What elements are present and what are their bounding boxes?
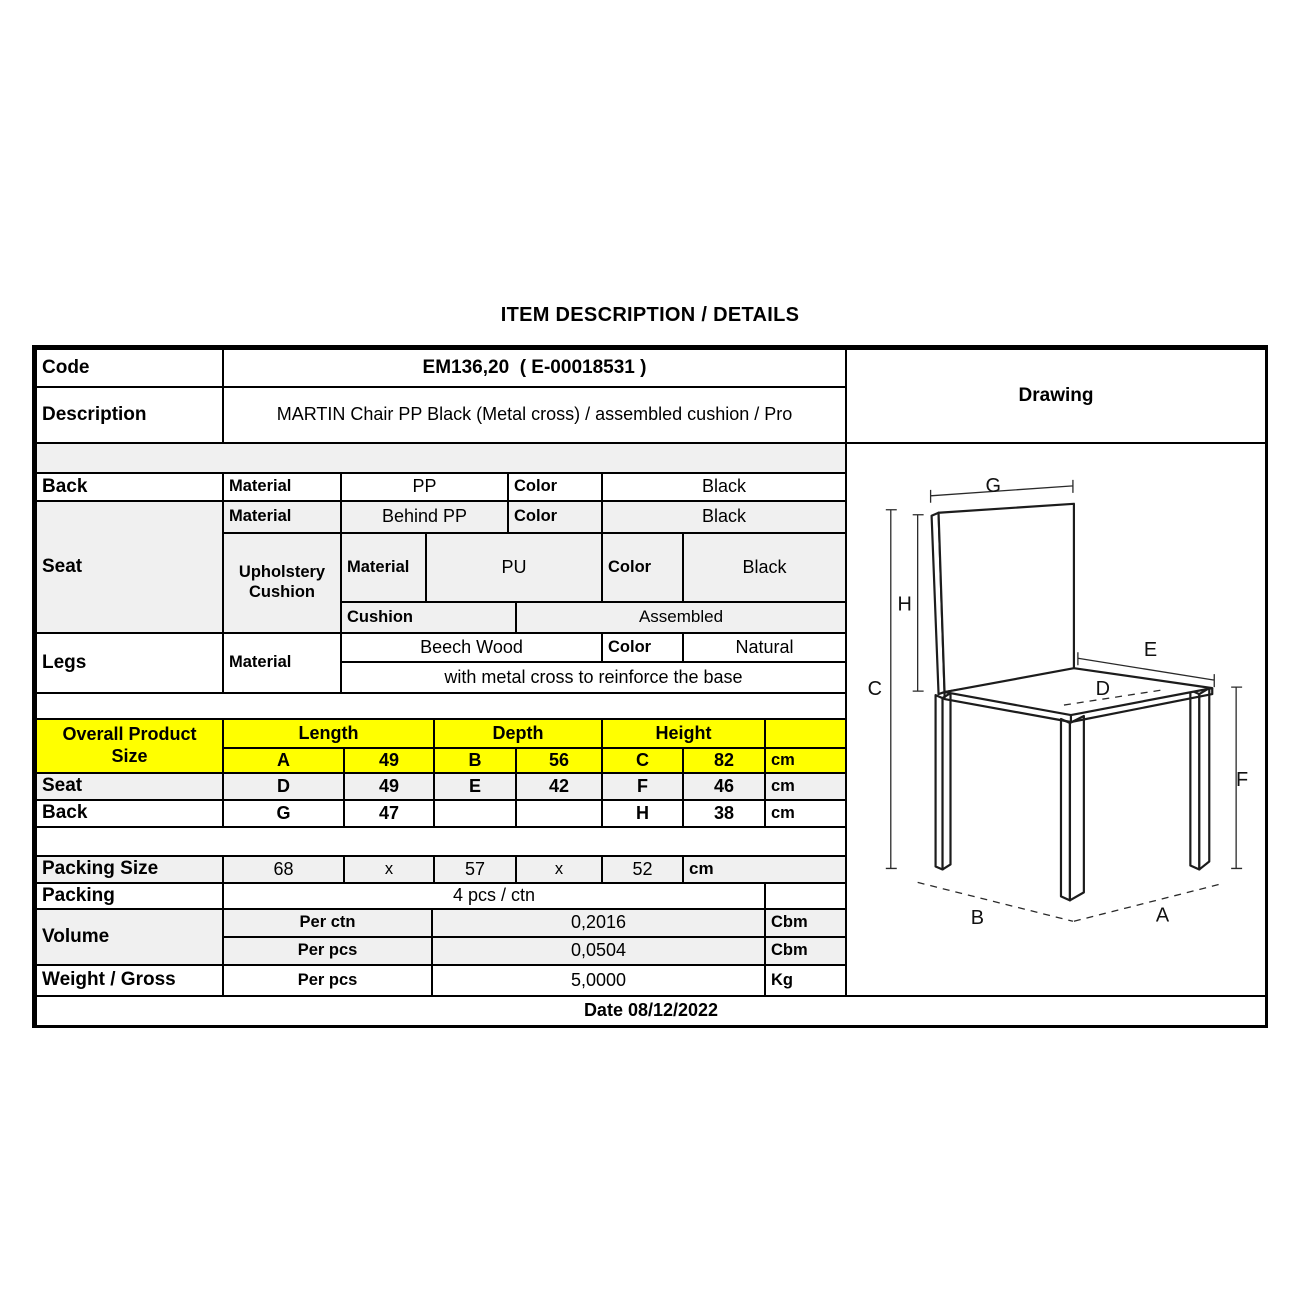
seat-height-value: 46 — [682, 772, 766, 801]
seat-label: Seat — [35, 500, 224, 634]
drawing-header: Drawing — [845, 348, 1267, 444]
legs-note: with metal cross to reinforce the base — [340, 661, 847, 694]
overall-depth-value: 56 — [515, 747, 603, 774]
back-depth-value-empty — [515, 799, 603, 828]
seat-color-value: Black — [601, 500, 847, 534]
chair-drawing — [847, 444, 1265, 995]
upholstery-label: Upholstery Cushion — [222, 532, 342, 634]
back-material-value: PP — [340, 472, 509, 502]
legs-color-value: Natural — [682, 632, 847, 663]
weight-unit: Kg — [764, 964, 847, 997]
chair-legs — [936, 688, 1210, 900]
dim-header-col: Overall Product Size — [35, 718, 224, 774]
dim-label-h: H — [897, 593, 912, 616]
weight-value: 5,0000 — [431, 964, 766, 997]
legs-color-label: Color — [601, 632, 684, 663]
upholstery-material-value: PU — [425, 532, 603, 603]
seat-length-key: D — [222, 772, 345, 801]
dim-label-f: F — [1236, 768, 1249, 791]
overall-depth-key: B — [433, 747, 517, 774]
back-height-value: 38 — [682, 799, 766, 828]
page-title: ITEM DESCRIPTION / DETAILS — [500, 304, 800, 326]
spec-table — [35, 348, 1267, 1027]
back-height-key: H — [601, 799, 684, 828]
dim-label-e: E — [1143, 639, 1158, 662]
back-color-value: Black — [601, 472, 847, 502]
dim-label-c: C — [867, 678, 883, 701]
dim-header-length: Length — [222, 718, 435, 749]
back-depth-key-empty — [433, 799, 517, 828]
back-material-label: Material — [222, 472, 342, 502]
seat-length-value: 49 — [343, 772, 435, 801]
packing-value: 4 pcs / ctn — [222, 882, 766, 910]
legs-label: Legs — [35, 632, 224, 694]
packing-size-x2: x — [515, 855, 603, 884]
packing-size-v3: 52 — [601, 855, 684, 884]
volume-per-ctn-value: 0,2016 — [431, 908, 766, 938]
dim-header-height: Height — [601, 718, 766, 749]
seat-depth-key: E — [433, 772, 517, 801]
volume-per-pcs-unit: Cbm — [764, 936, 847, 966]
volume-per-ctn-label: Per ctn — [222, 908, 433, 938]
seat-depth-value: 42 — [515, 772, 603, 801]
legs-material-label: Material — [222, 632, 342, 694]
overall-height-key: C — [601, 747, 684, 774]
packing-size-unit: cm — [682, 855, 847, 884]
back-length-key: G — [222, 799, 345, 828]
seat-height-key: F — [601, 772, 684, 801]
upholstery-color-value: Black — [682, 532, 847, 603]
spacer-row-1 — [35, 442, 847, 474]
back-color-label: Color — [507, 472, 603, 502]
packing-empty — [764, 882, 847, 910]
volume-per-ctn-unit: Cbm — [764, 908, 847, 938]
dim-header-depth: Depth — [433, 718, 603, 749]
drawing-area — [845, 442, 1267, 997]
seat-dim-unit: cm — [764, 772, 847, 801]
packing-size-x1: x — [343, 855, 435, 884]
cushion-label: Cushion — [340, 601, 517, 634]
chair-backrest — [932, 504, 1074, 694]
overall-unit: cm — [764, 747, 847, 774]
date-row: Date 08/12/2022 — [35, 995, 1267, 1027]
volume-label: Volume — [35, 908, 224, 966]
overall-length-key: A — [222, 747, 345, 774]
back-label: Back — [35, 472, 224, 502]
description-value: MARTIN Chair PP Black (Metal cross) / assembled cushion / Pro — [222, 386, 847, 444]
upholstery-material-label: Material — [340, 532, 427, 603]
dim-label-a: A — [1155, 904, 1170, 927]
dim-header-empty — [764, 718, 847, 749]
weight-label: Weight / Gross — [35, 964, 224, 997]
back-dim-unit: cm — [764, 799, 847, 828]
dim-label-b: B — [970, 907, 985, 930]
upholstery-color-label: Color — [601, 532, 684, 603]
dim-label-g: G — [985, 474, 1002, 497]
weight-per-label: Per pcs — [222, 964, 433, 997]
packing-size-v1: 68 — [222, 855, 345, 884]
packing-size-label: Packing Size — [35, 855, 224, 884]
volume-per-pcs-value: 0,0504 — [431, 936, 766, 966]
overall-length-value: 49 — [343, 747, 435, 774]
volume-per-pcs-label: Per pcs — [222, 936, 433, 966]
overall-height-value: 82 — [682, 747, 766, 774]
dim-label-d: D — [1095, 678, 1110, 701]
back-length-value: 47 — [343, 799, 435, 828]
seat-dim-label: Seat — [35, 772, 224, 801]
legs-material-value: Beech Wood — [340, 632, 603, 663]
spacer-row-2 — [35, 692, 847, 720]
seat-material-value: Behind PP — [340, 500, 509, 534]
code-label: Code — [35, 348, 224, 388]
code-value: EM136,20 ( E-00018531 ) — [222, 348, 847, 388]
packing-label: Packing — [35, 882, 224, 910]
packing-size-v2: 57 — [433, 855, 517, 884]
cushion-value: Assembled — [515, 601, 847, 634]
seat-material-label: Material — [222, 500, 342, 534]
spacer-row-3 — [35, 826, 847, 857]
seat-color-label: Color — [507, 500, 603, 534]
back-dim-label: Back — [35, 799, 224, 828]
description-label: Description — [35, 386, 224, 444]
